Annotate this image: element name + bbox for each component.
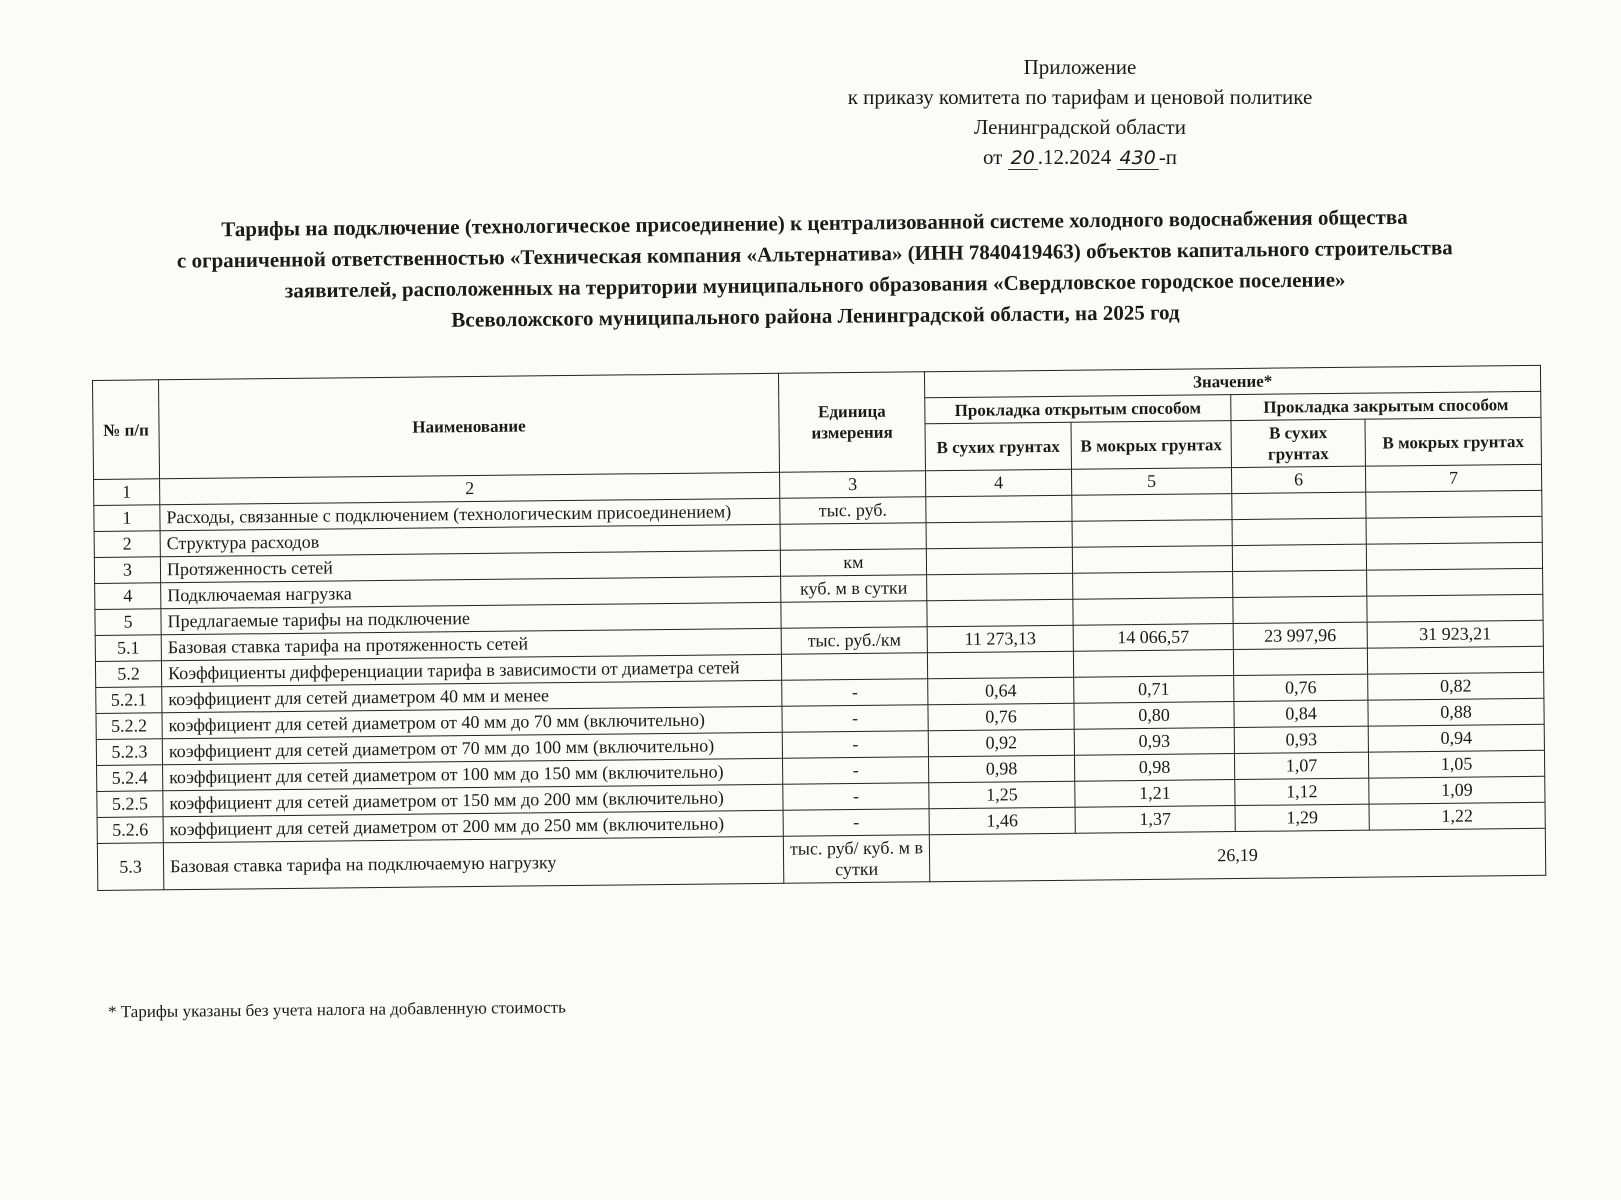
row-number: 5.2.5 [97,791,163,818]
row-number: 5.2.2 [96,713,162,740]
title-line-3: заявителей, расположенных на территории муниципального образования «Свердловское городское поселение» [284,267,1346,303]
row-number: 5.2.3 [96,739,162,766]
row-name: Коэффициенты дифференциации тарифа в зависимости от диаметра сетей [161,654,781,686]
col-number: 3 [780,471,926,499]
header-open-dry: В сухих грунтах [925,422,1071,471]
date-prefix: от [982,145,1003,169]
row-value: 0,71 [1074,676,1234,704]
row-name: коэффициент для сетей диаметром от 200 мм до 250 мм (включительно) [163,810,783,842]
row-value: 1,12 [1235,778,1369,805]
row-value: 1,22 [1369,802,1545,830]
row-value: 0,93 [1074,728,1234,756]
row-value: 0,92 [928,729,1074,757]
title-line-4: Всеволожского муниципального района Ленинградской области, на 2025 год [451,300,1180,332]
row-value [1233,648,1367,675]
row-unit: тыс. руб./км [781,627,927,655]
row-number: 5.2 [95,661,161,688]
order-suffix: -п [1158,145,1178,169]
row-value [1073,598,1233,626]
row-value [926,547,1072,575]
header-closed-wet: В мокрых грунтах [1365,417,1542,466]
title-line-1: Тарифы на подключение (технологическое присоединение) к централизованной системе холодного водоснабжения общества [221,204,1408,242]
row-value: 0,94 [1368,724,1544,752]
table-body [94,464,1546,890]
row-value [927,651,1073,679]
row-value: 0,98 [928,755,1074,783]
row-value [926,495,1072,523]
row-value [1232,544,1366,571]
header-num: № п/п [93,380,160,480]
row-value [1072,494,1232,522]
row-value: 0,98 [1074,754,1234,782]
row-value [1073,650,1233,678]
row-number: 5.2.6 [97,817,163,844]
row-unit: тыс. руб/ куб. м в сутки [783,835,929,884]
row-value [1366,516,1542,544]
row-number: 5.2.1 [96,687,162,714]
row-name: коэффициент для сетей диаметром от 70 мм до 100 мм (включительно) [162,732,782,764]
appendix-region: Ленинградской области [974,115,1186,139]
row-value: 0,93 [1234,726,1368,753]
row-value: 1,05 [1368,750,1544,778]
row-name: Базовая ставка тарифа на протяженность сетей [161,628,781,660]
header-open-wet: В мокрых грунтах [1071,421,1231,470]
row-value: 11 273,13 [927,625,1073,653]
row-number: 4 [95,583,161,610]
tariff-table-wrapper [92,365,1545,891]
row-value: 1,46 [929,807,1075,835]
row-unit: - [782,731,928,759]
row-value: 0,64 [928,677,1074,705]
row-value [1367,568,1543,596]
row-value [1072,546,1232,574]
header-closed-dry: В сухих грунтах [1231,419,1365,467]
row-value: 1,25 [929,781,1075,809]
row-value [1072,520,1232,548]
row-value: 0,84 [1234,700,1368,727]
date-rest: .12.2024 [1037,145,1112,169]
tariff-table [92,365,1546,891]
row-unit: км [780,549,926,577]
col-number: 7 [1365,464,1541,492]
row-value: 0,80 [1074,702,1234,730]
row-number: 2 [94,531,160,558]
row-name: коэффициент для сетей диаметром от 150 мм до 200 мм (включительно) [163,784,783,816]
row-unit [781,601,927,629]
col-number: 5 [1071,468,1231,496]
row-number: 5.2.4 [97,765,163,792]
col-number: 6 [1231,466,1365,493]
row-value: 14 066,57 [1073,624,1233,652]
header-closed-method: Прокладка закрытым способом [1231,391,1541,420]
row-number: 5.1 [95,635,161,662]
row-name: Расходы, связанные с подключением (технологическим присоединением) [160,498,780,530]
row-value: 1,21 [1075,780,1235,808]
row-number: 5.3 [97,843,163,891]
row-value [1367,594,1543,622]
row-value [1232,492,1366,519]
row-name: Предлагаемые тарифы на подключение [161,602,781,634]
row-name: коэффициент для сетей диаметром от 40 мм до 70 мм (включительно) [162,706,782,738]
row-value: 23 997,96 [1233,622,1367,649]
row-name: коэффициент для сетей диаметром от 100 мм до 150 мм (включительно) [163,758,783,790]
row-unit: - [782,757,928,785]
row-unit: - [783,783,929,811]
row-unit: тыс. руб. [780,497,926,525]
col-number: 2 [160,472,780,504]
row-value: 1,09 [1369,776,1545,804]
row-unit: куб. м в сутки [781,575,927,603]
row-value [927,599,1073,627]
row-number: 3 [94,557,160,584]
col-number: 1 [94,479,160,506]
row-name: Базовая ставка тарифа на подключаемую нагрузку [163,836,783,889]
row-value [927,573,1073,601]
row-unit [780,523,926,551]
row-value: 0,76 [928,703,1074,731]
row-name: Протяженность сетей [160,550,780,582]
title-line-2: с ограниченной ответственностью «Техническая компания «Альтернатива» (ИНН 7840419463) объектов капитального строительства [176,235,1453,273]
header-open-method: Прокладка открытым способом [925,395,1231,424]
document-title [89,200,1540,339]
row-value: 1,29 [1235,804,1369,831]
row-unit: - [782,679,928,707]
row-name: Структура расходов [160,524,780,556]
order-number-handwritten: 430 [1117,147,1159,170]
row-value: 31 923,21 [1367,620,1543,648]
row-name: коэффициент для сетей диаметром 40 мм и менее [162,680,782,712]
row-unit: - [782,705,928,733]
footnote: * Тарифы указаны без учета налога на добавленную стоимость [107,997,566,1022]
row-value [1232,518,1366,545]
date-day-handwritten: 20 [1008,147,1038,170]
row-value [1366,542,1542,570]
row-name: Подключаемая нагрузка [161,576,781,608]
row-value [1073,572,1233,600]
row-value: 0,82 [1368,672,1544,700]
appendix-date-line [800,142,1360,173]
row-value: 1,07 [1234,752,1368,779]
row-value [1367,646,1543,674]
row-value: 1,37 [1075,806,1235,834]
row-value: 0,76 [1234,674,1368,701]
row-unit: - [783,809,929,837]
row-value [1233,570,1367,597]
appendix-order-ref: к приказу комитета по тарифам и ценовой политике [847,85,1313,109]
row-number: 5 [95,609,161,636]
col-number: 4 [925,469,1071,497]
row-value-merged: 26,19 [929,828,1546,881]
row-value [1366,490,1542,518]
row-value: 0,88 [1368,698,1544,726]
header-value: Значение* [924,365,1540,397]
header-name: Наименование [159,373,780,478]
row-value [1233,596,1367,623]
header-unit: Единица измерения [778,372,925,473]
row-value [926,521,1072,549]
row-unit [781,653,927,681]
appendix-block [800,52,1360,173]
row-number: 1 [94,505,160,532]
appendix-title: Приложение [1023,55,1137,79]
